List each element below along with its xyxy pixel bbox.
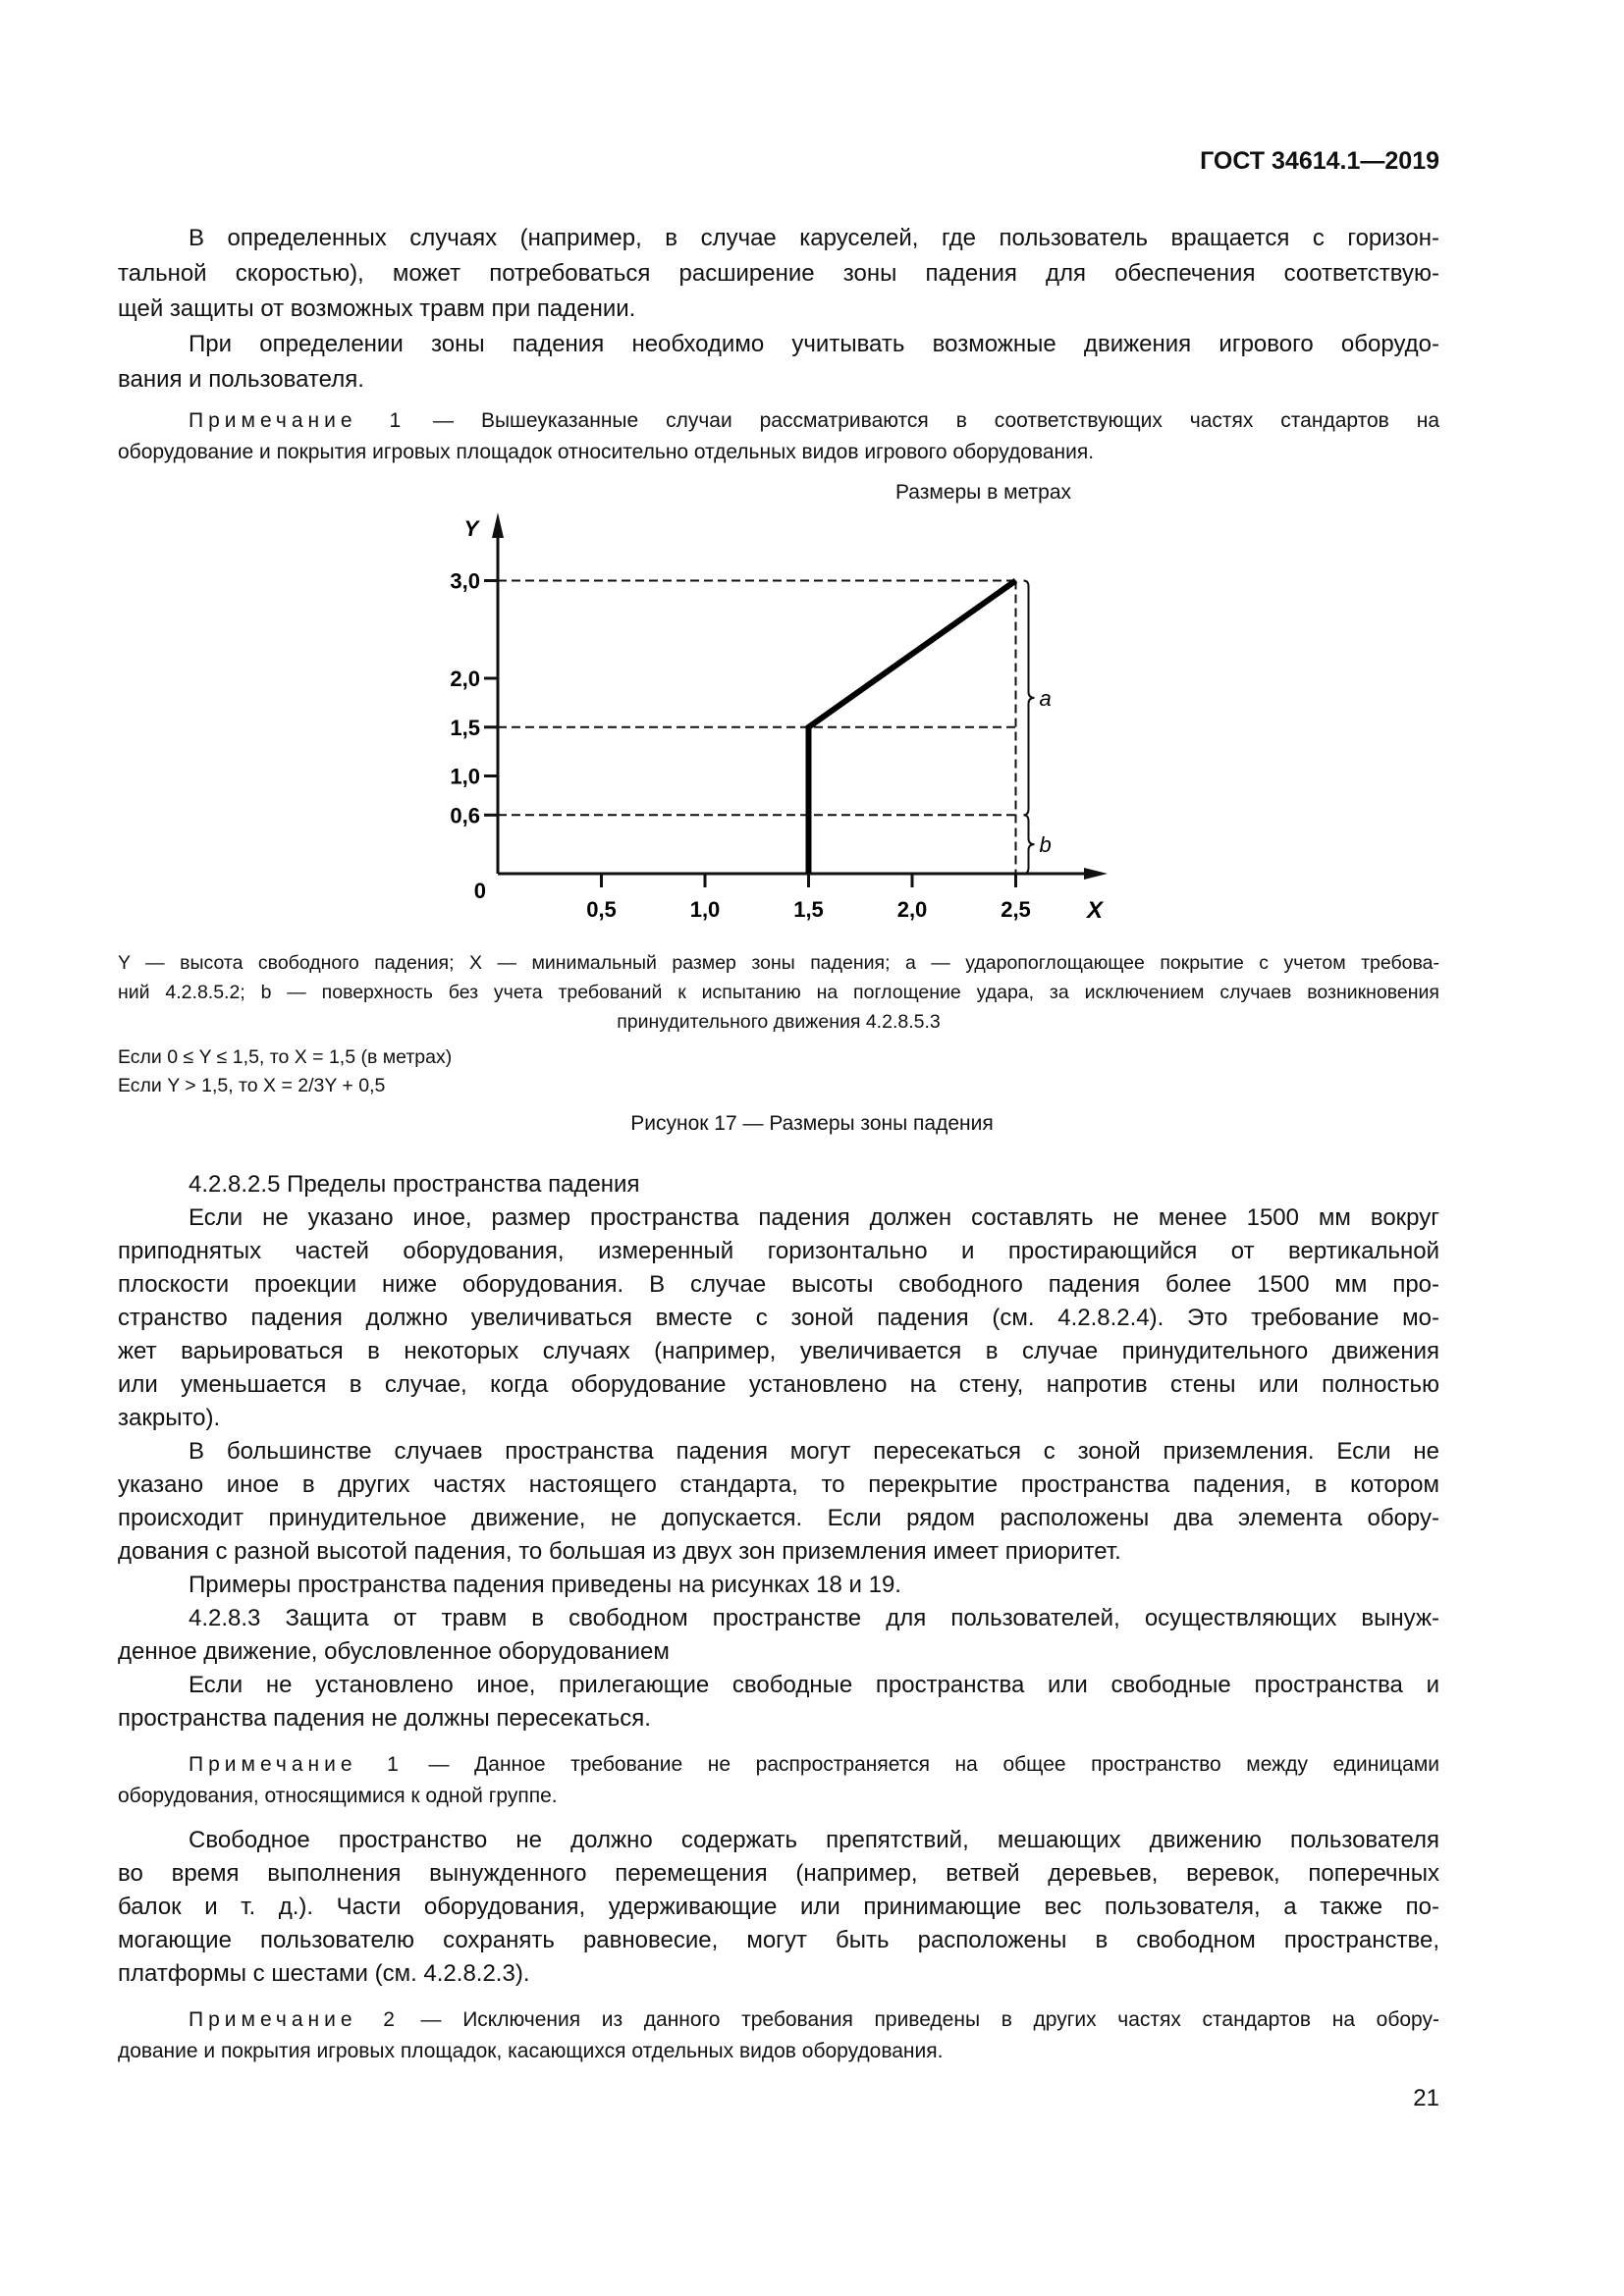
text-line: 4.2.8.2.5 Пределы пространства падения: [189, 1171, 640, 1198]
text-line: во время выполнения вынужденного перемещения (например, ветвей деревьев, веревок, поперечных: [118, 1860, 1439, 1887]
x-axis-label: X: [1086, 897, 1104, 924]
brace-a: [1024, 581, 1035, 816]
y-axis-arrow-icon: [492, 512, 504, 538]
x-tick-label: 2,5: [1001, 897, 1031, 922]
text-line: жет варьироваться в некоторых случаях (например, увеличивается в случае принудительного движения: [118, 1338, 1439, 1364]
text-line: Свободное пространство не должно содержать препятствий, мешающих движению пользователя: [189, 1827, 1439, 1853]
brace-label-b: b: [1039, 832, 1052, 858]
note-2: [118, 2004, 1439, 2067]
brace-b: [1024, 815, 1035, 874]
x-tick-label: 2,0: [896, 897, 928, 922]
legend-line: принудительного движения 4.2.8.5.3: [617, 1011, 941, 1033]
text-line: платформы с шестами (см. 4.2.8.2.3).: [118, 1960, 530, 1987]
text-line: закрыто).: [118, 1405, 221, 1431]
units-note: Размеры в метрах: [895, 481, 1071, 504]
text-line: дования с разной высотой падения, то большая из двух зон приземления имеет приоритет.: [118, 1538, 1121, 1565]
x-tick-label: 1,5: [793, 897, 824, 922]
text-line: Если не установлено иное, прилегающие свободные пространства или свободные пространства и: [189, 1672, 1439, 1698]
x-axis-arrow-icon: [1084, 868, 1108, 880]
text-line: денное движение, обусловленное оборудованием: [118, 1638, 670, 1665]
text-line: В большинстве случаев пространства падения могут пересекаться с зоной приземления. Если не: [189, 1438, 1439, 1465]
section-4-2-8-2-5: [118, 1168, 1439, 1735]
note-label: Примечание 2: [189, 2008, 400, 2031]
text-line: Примечание 1 — Вышеуказанные случаи рассматриваются в соответствующих частях стандартов на: [189, 409, 1439, 432]
brace-label-a: a: [1039, 685, 1052, 711]
text-line: пространства падения не должны пересекаться.: [118, 1705, 651, 1732]
text-line: указано иное в других частях настоящего стандарта, то перекрытие пространства падения, в котором: [118, 1471, 1439, 1498]
text-line: Примечание 1 — Данное требование не распространяется на общее пространство между единицами: [189, 1753, 1439, 1776]
legend-line: Y — высота свободного падения; X — минимальный размер зоны падения; a — ударопоглощающее покрытие с учетом требова-: [118, 952, 1439, 974]
fall-zone-chart: [0, 0, 1624, 942]
text-line: вания и пользователя.: [118, 366, 364, 393]
figure-caption: Рисунок 17 — Размеры зоны падения: [630, 1112, 994, 1135]
y-tick-label: 1,5: [450, 715, 480, 740]
note-label: Примечание 1: [189, 1753, 404, 1776]
text-line: странство падения должно увеличиваться вместе с зоной падения (см. 4.2.8.2.4). Это требование мо-: [118, 1305, 1439, 1331]
text-line: могающие пользователю сохранять равновесие, могут быть расположены в свободном пространстве,: [118, 1927, 1439, 1953]
x-tick-label: 0,5: [586, 897, 617, 922]
y-tick-label: 1,0: [450, 764, 480, 789]
text-line: плоскости проекции ниже оборудования. В случае высоты свободного падения более 1500 мм про-: [118, 1271, 1439, 1298]
page-number: 21: [1413, 2085, 1439, 2111]
text-line: Примеры пространства падения приведены на рисунках 18 и 19.: [189, 1572, 901, 1598]
text-line: Примечание 2 — Исключения из данного требования приведены в других частях стандартов на обору-: [189, 2008, 1439, 2031]
note-label: Примечание 1: [189, 409, 406, 432]
text-line: дование и покрытия игровых площадок, касающихся отдельных видов оборудования.: [118, 2040, 944, 2062]
formula-line: Если Y > 1,5, то X = 2/3Y + 0,5: [118, 1075, 386, 1096]
origin-label: 0: [473, 879, 486, 903]
text-line: тальной скоростью), может потребоваться расширение зоны падения для обеспечения соответствую-: [118, 260, 1439, 287]
text-line: оборудования, относящимися к одной группе.: [118, 1785, 558, 1807]
text-line: 4.2.8.3 Защита от травм в свободном пространстве для пользователей, осуществляющих вынуж-: [189, 1605, 1439, 1631]
text-line: щей защиты от возможных травм при падении.: [118, 295, 636, 322]
note-1-mid: [118, 1749, 1439, 1812]
y-tick-label: 2,0: [450, 667, 480, 691]
text-line: При определении зоны падения необходимо учитывать возможные движения игрового оборудо-: [189, 331, 1439, 357]
text-line: балок и т. д.). Части оборудования, удерживающие или принимающие вес пользователя, а также по-: [118, 1894, 1439, 1920]
y-tick-label: 3,0: [450, 568, 480, 594]
figure-legend: [118, 948, 1439, 1037]
text-line: приподнятых частей оборудования, измеренный горизонтально и простирающийся от вертикальной: [118, 1238, 1439, 1264]
legend-line: ний 4.2.8.5.2; b — поверхность без учета требований к испытанию на поглощение удара, за исключением случаев возникновения: [118, 982, 1439, 1003]
text-line: В определенных случаях (например, в случае каруселей, где пользователь вращается с горизон-: [189, 225, 1439, 251]
x-tick-label: 1,0: [689, 897, 721, 922]
text-line: Если не указано иное, размер пространства падения должен составлять не менее 1500 мм вокруг: [189, 1204, 1439, 1231]
document-header: ГОСТ 34614.1—2019: [1200, 147, 1439, 175]
y-axis-label: Y: [463, 516, 479, 541]
free-space-paragraph: [118, 1824, 1439, 1991]
figure-formulas: [118, 1043, 452, 1100]
text-line: или уменьшается в случае, когда оборудование установлено на стену, напротив стены или полностью: [118, 1371, 1439, 1398]
text-line: происходит принудительное движение, не допускается. Если рядом расположены два элемента обору-: [118, 1505, 1439, 1531]
text-line: оборудование и покрытия игровых площадок относительно отдельных видов игрового оборудования.: [118, 441, 1095, 463]
formula-line: Если 0 ≤ Y ≤ 1,5, то X = 1,5 (в метрах): [118, 1046, 453, 1068]
y-tick-label: 0,6: [450, 803, 480, 828]
